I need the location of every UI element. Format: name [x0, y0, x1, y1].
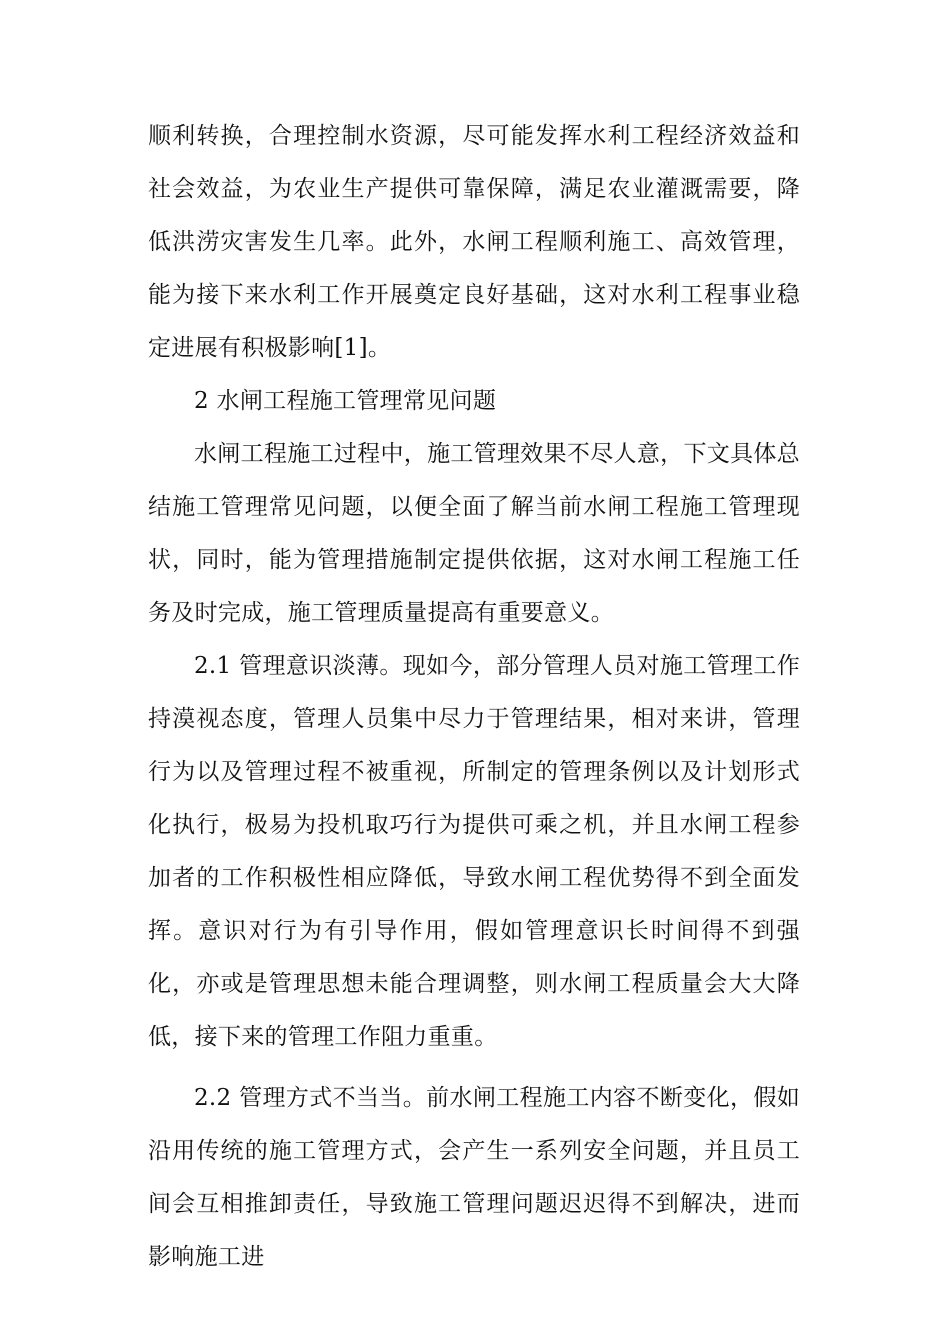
paragraph-management-methods: 2.2 管理方式不当当。前水闸工程施工内容不断变化，假如沿用传统的施工管理方式，会产生一系列安全问题，并且员工间会互相推卸责任，导致施工管理问题迟迟得不到解决，进而影响施工进 [148, 1085, 800, 1270]
paragraph-problems-intro: 水闸工程施工过程中，施工管理效果不尽人意，下文具体总结施工管理常见问题，以便全面了解当前水闸工程施工管理现状，同时，能为管理措施制定提供依据，这对水闸工程施工任务及时完成，施工管理质量提高有重要意义。 [148, 441, 800, 626]
paragraph-water-benefits: 顺利转换，合理控制水资源，尽可能发挥水利工程经济效益和社会效益，为农业生产提供可靠保障，满足农业灌溉需要，降低洪涝灾害发生几率。此外，水闸工程顺利施工、高效管理，能为接下来水利工作开展奠定良好基础，这对水利工程事业稳定进展有积极影响[1]。 [148, 123, 800, 361]
section-heading-common-problems: 2 水闸工程施工管理常见问题 [194, 388, 497, 414]
paragraph-management-awareness: 2.1 管理意识淡薄。现如今，部分管理人员对施工管理工作持漠视态度，管理人员集中尽力于管理结果，相对来讲，管理行为以及管理过程不被重视，所制定的管理条例以及计划形式化执行，极易为投机取巧行为提供可乘之机，并且水闸工程参加者的工作积极性相应降低，导致水闸工程优势得不到全面发挥。意识对行为有引导作用，假如管理意识长时间得不到强化，亦或是管理思想未能合理调整，则水闸工程质量会大大降低，接下来的管理工作阻力重重。 [148, 653, 800, 1050]
document-body [148, 110, 800, 1284]
